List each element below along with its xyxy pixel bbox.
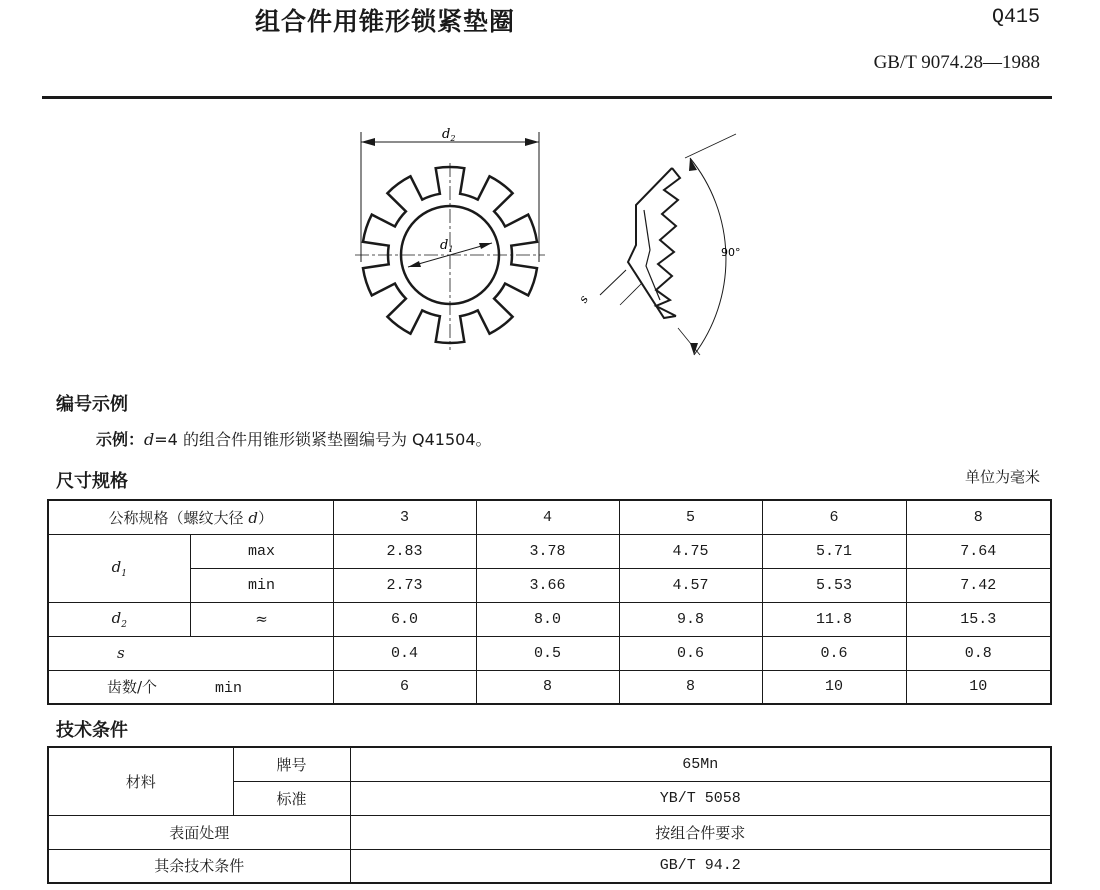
s-row-label: s: [48, 636, 333, 670]
spec-label: 标准: [233, 781, 350, 815]
size-cell: 4: [476, 500, 619, 534]
d1-max-cell: 4.75: [619, 534, 762, 568]
grade-label: 牌号: [233, 747, 350, 781]
d2-cell: 15.3: [906, 602, 1051, 636]
page-title: 组合件用锥形锁紧垫圈: [255, 7, 516, 36]
teeth-cell: 6: [333, 670, 476, 704]
s-cell: 0.4: [333, 636, 476, 670]
d2-label: $d_2$: [442, 127, 456, 143]
size-cell: 8: [906, 500, 1051, 534]
teeth-cell: 8: [476, 670, 619, 704]
example-text: =4 的组合件用锥形锁紧垫圈编号为 Q41504。: [154, 430, 492, 449]
section-technical-conditions: 技术条件: [56, 720, 128, 741]
d2-cell: 11.8: [762, 602, 906, 636]
max-label: max: [190, 534, 333, 568]
section-dimensions: 尺寸规格: [56, 471, 128, 492]
d2-row-label: $d_2$: [48, 602, 190, 636]
example-variable: d: [144, 430, 155, 449]
teeth-row-label: 齿数/个 min: [48, 670, 333, 704]
unit-note: 单位为毫米: [964, 468, 1040, 486]
table-row: [48, 500, 1051, 534]
d1-row-label: $d_1$: [48, 534, 190, 602]
d1-min-cell: 4.57: [619, 568, 762, 602]
d2-cell: 8.0: [476, 602, 619, 636]
teeth-cell: 8: [619, 670, 762, 704]
section-numbering-example: 编号示例: [56, 394, 128, 415]
s-cell: 0.6: [762, 636, 906, 670]
standard-number: GB/T 9074.28—1988: [873, 52, 1040, 73]
other-conditions-value: GB/T 94.2: [350, 849, 1051, 883]
size-cell: 3: [333, 500, 476, 534]
dimensions-table: [47, 499, 1052, 705]
table-row: [48, 568, 1051, 602]
table-row: [48, 636, 1051, 670]
table-row: [48, 602, 1051, 636]
approx-label: ≈: [190, 602, 333, 636]
min-label: min: [190, 568, 333, 602]
d1-max-cell: 5.71: [762, 534, 906, 568]
d1-min-cell: 3.66: [476, 568, 619, 602]
material-label: 材料: [48, 747, 233, 815]
d1-min-cell: 5.53: [762, 568, 906, 602]
s-cell: 0.8: [906, 636, 1051, 670]
nominal-size-header: 公称规格（螺纹大径 d）: [48, 500, 333, 534]
teeth-cell: 10: [762, 670, 906, 704]
surface-treatment-label: 表面处理: [48, 815, 350, 849]
angle-label: 90°: [721, 246, 741, 259]
table-row: [48, 534, 1051, 568]
part-code: Q415: [991, 6, 1040, 29]
d1-min-cell: 7.42: [906, 568, 1051, 602]
d2-cell: 6.0: [333, 602, 476, 636]
numbering-example: [96, 427, 492, 450]
table-row: [48, 670, 1051, 704]
washer-drawing: [0, 110, 1100, 380]
size-cell: 5: [619, 500, 762, 534]
surface-treatment-value: 按组合件要求: [350, 815, 1051, 849]
s-cell: 0.6: [619, 636, 762, 670]
d2-cell: 9.8: [619, 602, 762, 636]
d1-label: $d_1$: [440, 238, 454, 254]
spec-value: YB/T 5058: [350, 781, 1051, 815]
size-cell: 6: [762, 500, 906, 534]
washer-side-view: [600, 134, 736, 355]
other-conditions-label: 其余技术条件: [48, 849, 350, 883]
d1-min-cell: 2.73: [333, 568, 476, 602]
teeth-cell: 10: [906, 670, 1051, 704]
s-cell: 0.5: [476, 636, 619, 670]
table-row: [48, 849, 1051, 883]
d1-max-cell: 2.83: [333, 534, 476, 568]
table-row: [48, 815, 1051, 849]
s-label: s: [575, 292, 592, 306]
d1-max-cell: 7.64: [906, 534, 1051, 568]
grade-value: 65Mn: [350, 747, 1051, 781]
example-label: 示例：: [96, 430, 145, 449]
toothed-washer: [355, 163, 545, 350]
technical-conditions-table: [47, 746, 1052, 884]
header-rule: [42, 96, 1052, 99]
d1-max-cell: 3.78: [476, 534, 619, 568]
table-row: [48, 747, 1051, 781]
